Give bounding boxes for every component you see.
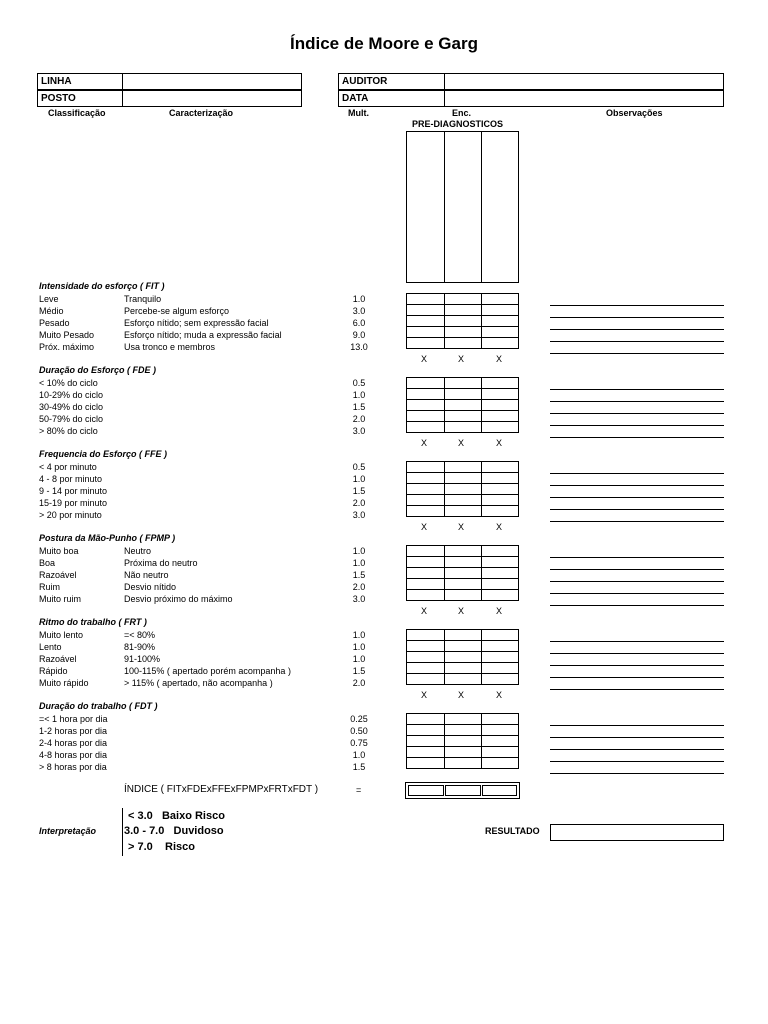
observation-line[interactable] bbox=[550, 341, 724, 342]
row-description: 91-100% bbox=[124, 654, 161, 664]
score-cell[interactable] bbox=[445, 411, 482, 422]
score-cell[interactable] bbox=[482, 473, 519, 484]
score-cell[interactable] bbox=[445, 568, 482, 579]
row-multiplier: 1.5 bbox=[352, 762, 366, 772]
row-multiplier: 13.0 bbox=[350, 342, 368, 352]
auditor-field[interactable] bbox=[444, 73, 724, 90]
score-cell[interactable] bbox=[407, 579, 445, 590]
linha-label: LINHA bbox=[37, 73, 123, 90]
data-label: DATA bbox=[338, 90, 445, 107]
score-cell[interactable] bbox=[482, 389, 519, 400]
observation-line[interactable] bbox=[550, 641, 724, 642]
row-multiplier: 0.25 bbox=[350, 714, 368, 724]
observation-line[interactable] bbox=[550, 677, 724, 678]
x-mark: X bbox=[421, 606, 428, 616]
score-cell[interactable] bbox=[482, 736, 519, 747]
row-description: Desvio nítido bbox=[124, 582, 177, 592]
score-cell[interactable] bbox=[482, 546, 519, 557]
observation-line[interactable] bbox=[550, 653, 724, 654]
score-cell[interactable] bbox=[407, 546, 445, 557]
row-classification: Muito rápido bbox=[39, 678, 89, 688]
row-classification: 2-4 horas por dia bbox=[39, 738, 108, 748]
score-cell[interactable] bbox=[407, 473, 445, 484]
row-multiplier: 2.0 bbox=[352, 582, 366, 592]
score-cell[interactable] bbox=[482, 568, 519, 579]
row-classification: 15-19 por minuto bbox=[39, 498, 108, 508]
row-description: Esforço nítido; sem expressão facial bbox=[124, 318, 269, 328]
score-cell[interactable] bbox=[407, 294, 445, 305]
score-cell[interactable] bbox=[407, 422, 445, 433]
indice-result-box bbox=[405, 782, 520, 799]
row-multiplier: 1.0 bbox=[352, 642, 366, 652]
score-cell[interactable] bbox=[407, 389, 445, 400]
x-mark: X bbox=[496, 522, 503, 532]
score-cell[interactable] bbox=[445, 546, 482, 557]
row-multiplier: 1.0 bbox=[352, 630, 366, 640]
row-multiplier: 1.5 bbox=[352, 570, 366, 580]
score-grid bbox=[406, 629, 519, 685]
indice-cell-2[interactable] bbox=[445, 785, 481, 796]
observation-line[interactable] bbox=[550, 497, 724, 498]
observation-line[interactable] bbox=[550, 665, 724, 666]
score-cell[interactable] bbox=[407, 714, 445, 725]
row-multiplier: 3.0 bbox=[352, 426, 366, 436]
row-description: Esforço nítido; muda a expressão facial bbox=[124, 330, 282, 340]
row-classification: > 80% do ciclo bbox=[39, 426, 98, 436]
section-title: Frequencia do Esforço ( FFE ) bbox=[39, 449, 168, 459]
score-cell[interactable] bbox=[407, 400, 445, 411]
x-mark: X bbox=[458, 690, 465, 700]
score-grid bbox=[406, 713, 519, 769]
row-description: Neutro bbox=[124, 546, 152, 556]
score-cell[interactable] bbox=[407, 305, 445, 316]
score-cell[interactable] bbox=[482, 338, 519, 349]
row-classification: Muito boa bbox=[39, 546, 79, 556]
auditor-label: AUDITOR bbox=[338, 73, 445, 90]
score-cell[interactable] bbox=[445, 462, 482, 473]
x-mark: X bbox=[458, 354, 465, 364]
pre-diagnostic-header-grid bbox=[406, 131, 519, 283]
row-multiplier: 1.0 bbox=[352, 546, 366, 556]
observation-line[interactable] bbox=[550, 557, 724, 558]
score-cell[interactable] bbox=[482, 484, 519, 495]
score-grid bbox=[406, 461, 519, 517]
score-cell[interactable] bbox=[445, 579, 482, 590]
col-classificacao: Classificação bbox=[48, 108, 106, 118]
observation-line[interactable] bbox=[550, 473, 724, 474]
row-classification: Rápido bbox=[39, 666, 68, 676]
score-cell[interactable] bbox=[445, 484, 482, 495]
resultado-field[interactable] bbox=[550, 824, 724, 841]
score-cell[interactable] bbox=[407, 316, 445, 327]
score-cell[interactable] bbox=[407, 557, 445, 568]
row-multiplier: 3.0 bbox=[352, 510, 366, 520]
row-multiplier: 2.0 bbox=[352, 498, 366, 508]
observation-line[interactable] bbox=[550, 389, 724, 390]
section-title: Ritmo do trabalho ( FRT ) bbox=[39, 617, 147, 627]
section-title: Postura da Mão-Punho ( FPMP ) bbox=[39, 533, 176, 543]
score-cell[interactable] bbox=[445, 327, 482, 338]
score-cell[interactable] bbox=[482, 579, 519, 590]
observation-line[interactable] bbox=[550, 353, 724, 354]
score-cell[interactable] bbox=[482, 411, 519, 422]
col-mult: Mult. bbox=[348, 108, 369, 118]
score-cell[interactable] bbox=[482, 725, 519, 736]
row-multiplier: 1.5 bbox=[352, 402, 366, 412]
score-cell[interactable] bbox=[445, 557, 482, 568]
score-cell[interactable] bbox=[407, 652, 445, 663]
observation-line[interactable] bbox=[550, 605, 724, 606]
row-multiplier: 2.0 bbox=[352, 414, 366, 424]
col-enc: Enc. bbox=[452, 108, 472, 118]
linha-field[interactable] bbox=[122, 73, 302, 90]
score-cell[interactable] bbox=[445, 316, 482, 327]
interpretation-divider bbox=[122, 808, 124, 856]
observation-line[interactable] bbox=[550, 401, 724, 402]
row-multiplier: 1.0 bbox=[352, 654, 366, 664]
score-cell[interactable] bbox=[482, 462, 519, 473]
score-cell[interactable] bbox=[445, 389, 482, 400]
indice-equals: = bbox=[356, 785, 362, 795]
x-mark: X bbox=[421, 354, 428, 364]
score-cell[interactable] bbox=[445, 652, 482, 663]
row-multiplier: 1.0 bbox=[352, 390, 366, 400]
row-classification: 4 - 8 por minuto bbox=[39, 474, 103, 484]
row-description: Não neutro bbox=[124, 570, 169, 580]
col-pre-diagnosticos: PRE-DIAGNOSTICOS bbox=[412, 119, 504, 129]
indice-cell-1[interactable] bbox=[408, 785, 444, 796]
row-multiplier: 1.0 bbox=[352, 474, 366, 484]
score-cell[interactable] bbox=[407, 378, 445, 389]
observation-line[interactable] bbox=[550, 437, 724, 438]
score-grid bbox=[406, 545, 519, 601]
score-cell[interactable] bbox=[482, 714, 519, 725]
score-cell[interactable] bbox=[445, 338, 482, 349]
score-cell[interactable] bbox=[407, 568, 445, 579]
row-classification: Razoável bbox=[39, 570, 77, 580]
score-cell[interactable] bbox=[407, 462, 445, 473]
score-cell[interactable] bbox=[445, 674, 482, 685]
row-classification: Muito Pesado bbox=[39, 330, 95, 340]
observation-line[interactable] bbox=[550, 509, 724, 510]
col-observacoes: Observações bbox=[606, 108, 663, 118]
score-cell[interactable] bbox=[482, 294, 519, 305]
row-classification: Pesado bbox=[39, 318, 70, 328]
observation-line[interactable] bbox=[550, 737, 724, 738]
row-classification: < 10% do ciclo bbox=[39, 378, 98, 388]
row-classification: Leve bbox=[39, 294, 59, 304]
row-description: =< 80% bbox=[124, 630, 156, 640]
score-cell[interactable] bbox=[445, 422, 482, 433]
row-classification: > 8 horas por dia bbox=[39, 762, 107, 772]
posto-label: POSTO bbox=[37, 90, 123, 107]
observation-line[interactable] bbox=[550, 521, 724, 522]
risk-high: > 7.0 Risco bbox=[128, 841, 195, 853]
col-caracterizacao: Caracterização bbox=[169, 108, 234, 118]
score-cell[interactable] bbox=[407, 338, 445, 349]
score-cell[interactable] bbox=[445, 590, 482, 601]
score-cell[interactable] bbox=[482, 641, 519, 652]
row-multiplier: 1.5 bbox=[352, 666, 366, 676]
score-cell[interactable] bbox=[482, 758, 519, 769]
score-cell[interactable] bbox=[482, 305, 519, 316]
section-title: Intensidade do esforço ( FIT ) bbox=[39, 281, 165, 291]
score-cell[interactable] bbox=[482, 590, 519, 601]
row-classification: 50-79% do ciclo bbox=[39, 414, 104, 424]
row-classification: Razoável bbox=[39, 654, 77, 664]
row-description: Tranquilo bbox=[124, 294, 162, 304]
row-description: Percebe-se algum esforço bbox=[124, 306, 230, 316]
row-multiplier: 0.5 bbox=[352, 462, 366, 472]
x-mark: X bbox=[421, 522, 428, 532]
section-title: Duração do trabalho ( FDT ) bbox=[39, 701, 158, 711]
score-cell[interactable] bbox=[407, 495, 445, 506]
row-multiplier: 0.5 bbox=[352, 378, 366, 388]
score-cell[interactable] bbox=[407, 725, 445, 736]
row-multiplier: 3.0 bbox=[352, 306, 366, 316]
score-cell[interactable] bbox=[482, 630, 519, 641]
row-classification: Ruim bbox=[39, 582, 61, 592]
row-multiplier: 3.0 bbox=[352, 594, 366, 604]
score-cell[interactable] bbox=[445, 758, 482, 769]
row-multiplier: 1.0 bbox=[352, 558, 366, 568]
row-multiplier: 9.0 bbox=[352, 330, 366, 340]
score-cell[interactable] bbox=[445, 473, 482, 484]
row-description: Usa tronco e membros bbox=[124, 342, 216, 352]
score-cell[interactable] bbox=[445, 506, 482, 517]
x-mark: X bbox=[496, 354, 503, 364]
score-cell[interactable] bbox=[482, 378, 519, 389]
score-cell[interactable] bbox=[445, 495, 482, 506]
page-title: Índice de Moore e Garg bbox=[290, 34, 478, 53]
score-cell[interactable] bbox=[482, 422, 519, 433]
observation-line[interactable] bbox=[550, 317, 724, 318]
row-classification: 30-49% do ciclo bbox=[39, 402, 104, 412]
score-cell[interactable] bbox=[482, 327, 519, 338]
observation-line[interactable] bbox=[550, 425, 724, 426]
interpretacao-label: Interpretação bbox=[39, 826, 97, 836]
indice-label: ÍNDICE ( FITxFDExFFExFPMPxFRTxFDT ) bbox=[124, 784, 319, 795]
resultado-label: RESULTADO bbox=[485, 826, 540, 836]
risk-low: < 3.0 Baixo Risco bbox=[128, 810, 225, 822]
score-cell[interactable] bbox=[407, 630, 445, 641]
observation-line[interactable] bbox=[550, 749, 724, 750]
row-classification: Próx. máximo bbox=[39, 342, 95, 352]
row-multiplier: 1.0 bbox=[352, 294, 366, 304]
observation-line[interactable] bbox=[550, 689, 724, 690]
row-multiplier: 2.0 bbox=[352, 678, 366, 688]
row-multiplier: 6.0 bbox=[352, 318, 366, 328]
score-cell[interactable] bbox=[445, 400, 482, 411]
score-cell[interactable] bbox=[407, 663, 445, 674]
score-cell[interactable] bbox=[482, 316, 519, 327]
row-classification: > 20 por minuto bbox=[39, 510, 102, 520]
pre-diag-col-2[interactable] bbox=[445, 132, 482, 283]
row-description: 100-115% ( apertado porém acompanha ) bbox=[124, 666, 291, 676]
score-cell[interactable] bbox=[482, 747, 519, 758]
x-mark: X bbox=[421, 690, 428, 700]
row-classification: Boa bbox=[39, 558, 56, 568]
observation-line[interactable] bbox=[550, 593, 724, 594]
observation-line[interactable] bbox=[550, 485, 724, 486]
score-cell[interactable] bbox=[445, 630, 482, 641]
score-cell[interactable] bbox=[407, 484, 445, 495]
risk-doubtful: 3.0 - 7.0 Duvidoso bbox=[124, 825, 224, 837]
row-multiplier: 1.5 bbox=[352, 486, 366, 496]
row-multiplier: 1.0 bbox=[352, 750, 366, 760]
observation-line[interactable] bbox=[550, 773, 724, 774]
row-classification: < 4 por minuto bbox=[39, 462, 97, 472]
score-grid bbox=[406, 293, 519, 349]
score-cell[interactable] bbox=[482, 400, 519, 411]
observation-line[interactable] bbox=[550, 413, 724, 414]
row-classification: Médio bbox=[39, 306, 64, 316]
score-cell[interactable] bbox=[407, 758, 445, 769]
score-cell[interactable] bbox=[445, 305, 482, 316]
section-title: Duração do Esforço ( FDE ) bbox=[39, 365, 157, 375]
x-mark: X bbox=[496, 690, 503, 700]
row-classification: 10-29% do ciclo bbox=[39, 390, 104, 400]
row-description: 81-90% bbox=[124, 642, 156, 652]
row-classification: Lento bbox=[39, 642, 62, 652]
score-cell[interactable] bbox=[482, 663, 519, 674]
score-grid bbox=[406, 377, 519, 433]
score-cell[interactable] bbox=[445, 736, 482, 747]
score-cell[interactable] bbox=[482, 495, 519, 506]
row-classification: 9 - 14 por minuto bbox=[39, 486, 108, 496]
row-classification: Muito lento bbox=[39, 630, 84, 640]
row-multiplier: 0.50 bbox=[350, 726, 368, 736]
score-cell[interactable] bbox=[445, 714, 482, 725]
score-cell[interactable] bbox=[482, 506, 519, 517]
score-cell[interactable] bbox=[407, 674, 445, 685]
x-mark: X bbox=[458, 522, 465, 532]
score-cell[interactable] bbox=[482, 674, 519, 685]
observation-line[interactable] bbox=[550, 305, 724, 306]
x-mark: X bbox=[458, 438, 465, 448]
score-cell[interactable] bbox=[445, 378, 482, 389]
score-cell[interactable] bbox=[445, 294, 482, 305]
score-cell[interactable] bbox=[407, 506, 445, 517]
row-classification: Muito ruim bbox=[39, 594, 82, 604]
score-cell[interactable] bbox=[482, 557, 519, 568]
pre-diag-col-3[interactable] bbox=[482, 132, 519, 283]
score-cell[interactable] bbox=[407, 327, 445, 338]
data-field[interactable] bbox=[444, 90, 724, 107]
row-multiplier: 0.75 bbox=[350, 738, 368, 748]
row-description: Desvio próximo do máximo bbox=[124, 594, 233, 604]
x-mark: X bbox=[458, 606, 465, 616]
row-classification: 1-2 horas por dia bbox=[39, 726, 108, 736]
observation-line[interactable] bbox=[550, 569, 724, 570]
score-cell[interactable] bbox=[445, 747, 482, 758]
score-cell[interactable] bbox=[407, 590, 445, 601]
x-mark: X bbox=[496, 606, 503, 616]
observation-line[interactable] bbox=[550, 725, 724, 726]
score-cell[interactable] bbox=[482, 652, 519, 663]
observation-line[interactable] bbox=[550, 581, 724, 582]
x-mark: X bbox=[496, 438, 503, 448]
observation-line[interactable] bbox=[550, 329, 724, 330]
observation-line[interactable] bbox=[550, 761, 724, 762]
score-cell[interactable] bbox=[407, 641, 445, 652]
score-cell[interactable] bbox=[407, 736, 445, 747]
score-cell[interactable] bbox=[407, 411, 445, 422]
score-cell[interactable] bbox=[407, 747, 445, 758]
row-description: > 115% ( apertado, não acompanha ) bbox=[124, 678, 273, 688]
indice-cell-3[interactable] bbox=[482, 785, 517, 796]
score-cell[interactable] bbox=[445, 663, 482, 674]
row-description: Próxima do neutro bbox=[124, 558, 198, 568]
row-classification: =< 1 hora por dia bbox=[39, 714, 108, 724]
x-mark: X bbox=[421, 438, 428, 448]
pre-diag-col-1[interactable] bbox=[407, 132, 445, 283]
score-cell[interactable] bbox=[445, 641, 482, 652]
posto-field[interactable] bbox=[122, 90, 302, 107]
score-cell[interactable] bbox=[445, 725, 482, 736]
row-classification: 4-8 horas por dia bbox=[39, 750, 108, 760]
